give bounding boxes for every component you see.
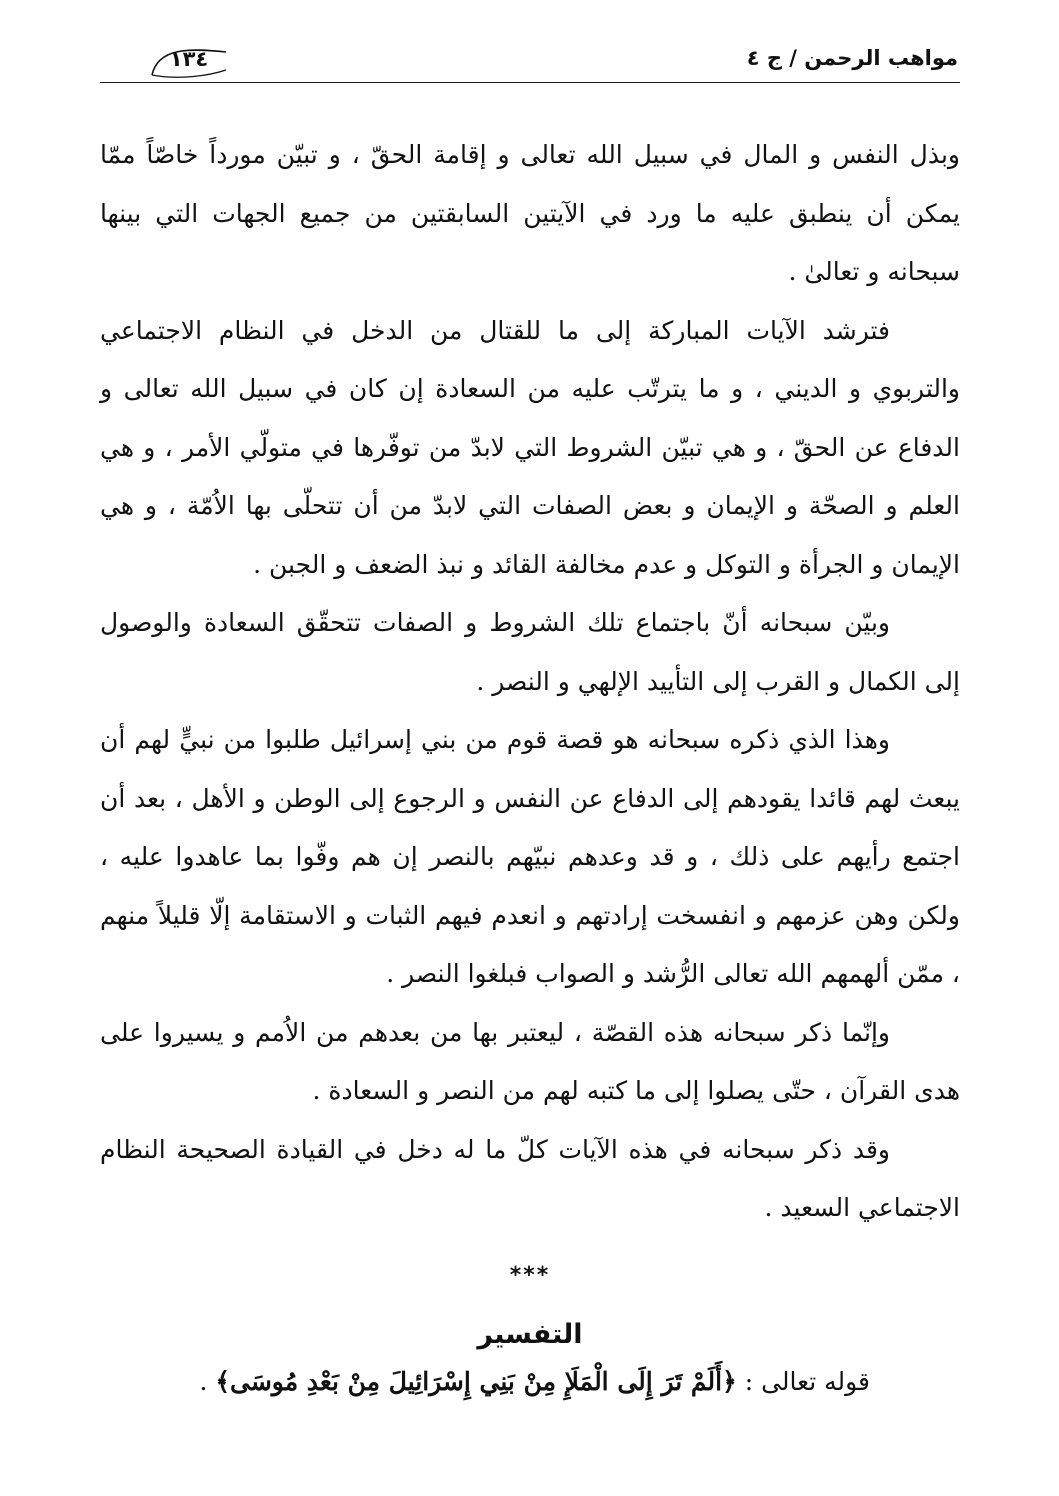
book-title: مواهب الرحمن / ج ٤ <box>746 46 958 70</box>
verse-end: . <box>199 1366 208 1396</box>
paragraph-1: وبذل النفس و المال في سبيل الله تعالى و إقامة الحقّ ، و تبيّن مورداً خاصّاً ممّا يمكن أن ينطبق عليه ما ورد في الآيتين السابقتين من جميع الجهات التي بينها سبحانه و تعالىٰ . <box>100 140 960 286</box>
paragraph-2: فترشد الآيات المباركة إلى ما للقتال من الدخل في النظام الاجتماعي والتربوي و الديني ، و ما يترتّب عليه من السعادة إن كان في سبيل الله تعالى و الدفاع عن الحقّ ، و هي تبيّن الشروط التي لابدّ من توفّرها في متولّي الأمر ، و هي العلم و الصحّة و الإيمان و بعض الصفات التي لابدّ من أن تتحلّى بها الاُمّة ، و هي الإيمان و الجرأة و التوكل و عدم مخالفة القائد و نبذ الضعف و الجبن . <box>100 315 960 579</box>
section-separator: *** <box>509 1262 551 1288</box>
paragraph-5: وإنّما ذكر سبحانه هذه القصّة ، ليعتبر بها من بعدهم من الاُمم و يسيروا على هدى القرآن ، حتّى يصلوا إلى ما كتبه لهم من النصر و السعادة . <box>100 1017 960 1105</box>
paragraph-4: وهذا الذي ذكره سبحانه هو قصة قوم من بني إسرائيل طلبوا من نبيٍّ لهم أن يبعث لهم قائدا يقودهم إلى الدفاع عن النفس و الرجوع إلى الوطن و الأهل ، بعد أن اجتمع رأيهم على ذلك ، و قد وعدهم نبيّهم بالنصر إن هم وفّوا بما عاهدوا عليه ، ولكن وهن عزمهم و انفسخت إرادتهم و انعدم فيهم الثبات و الاستقامة إلّا قليلاً منهم ، ممّن ألهمهم الله تعالى الرُّشد و الصواب فبلغوا النصر . <box>100 725 960 988</box>
page-content <box>100 126 960 1404</box>
section-title: التفسير <box>477 1318 583 1350</box>
verse-line <box>100 1360 960 1404</box>
paragraph-6: وقد ذكر سبحانه في هذه الآيات كلّ ما له دخل في القيادة الصحيحة النظام الاجتماعي السعيد . <box>100 1134 960 1222</box>
page-header <box>100 38 960 88</box>
verse-intro: قوله تعالى : <box>744 1366 870 1396</box>
page-number: ١٣٤ <box>169 47 209 71</box>
quran-verse: ﴿أَلَمْ تَرَ إِلَى الْمَلَإِ مِنْ بَنِي إِسْرَائِيلَ مِنْ بَعْدِ مُوسَى﴾ <box>215 1366 737 1396</box>
paragraph-3: وبيّن سبحانه أنّ باجتماع تلك الشروط و الصفات تتحقّق السعادة والوصول إلى الكمال و القرب إلى التأييد الإلهي و النصر . <box>100 608 960 696</box>
header-rule <box>100 82 960 83</box>
page-number-badge <box>148 44 230 78</box>
